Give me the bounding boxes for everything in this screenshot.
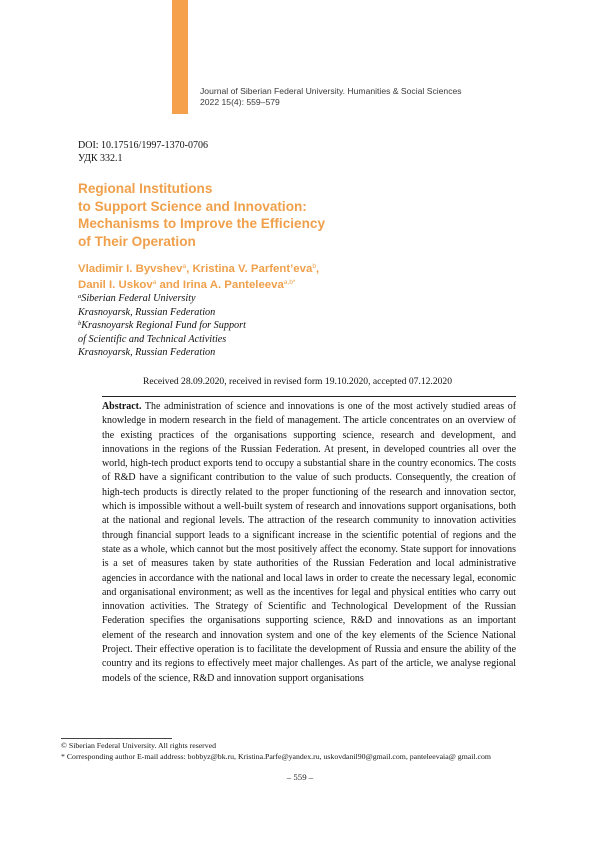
affiliation-mark: b [78, 320, 82, 327]
title-line: of Their Operation [78, 233, 196, 249]
journal-issue: 2022 15(4): 559–579 [200, 97, 280, 107]
article-identifiers [78, 139, 208, 165]
affiliation-line: $^b$Krasnoyarsk Regional Fund for Support [78, 320, 246, 331]
author-affiliation-mark: a [182, 263, 187, 270]
author-separator: , [186, 263, 193, 275]
author-name: Vladimir I. Byvshev [78, 263, 183, 275]
author-separator: and [156, 278, 183, 291]
title-line: Regional Institutions [78, 181, 213, 196]
author-name: Kristina V. Parfent’eva [192, 263, 313, 275]
journal-name: Journal of Siberian Federal University. Humanities & Social Sciences [200, 86, 462, 96]
journal-accent-bar [172, 0, 188, 114]
page-number: – 559 – [286, 772, 314, 782]
copyright-notice: © Siberian Federal University. All rights reserved [61, 741, 217, 750]
affiliation-mark: a [78, 293, 82, 300]
affiliation-line: $^a$Siberian Federal University [78, 293, 196, 304]
author-list [78, 262, 319, 293]
author-separator: , [315, 263, 320, 275]
article-title [78, 180, 325, 250]
abstract-label: Abstract. [102, 401, 142, 412]
abstract [102, 400, 516, 686]
journal-header [200, 86, 462, 108]
affiliation-line: of Scientific and Technical Activities [78, 333, 227, 345]
doi: DOI: 10.17516/1997-1370-0706 [78, 140, 208, 151]
title-line: Mechanisms to Improve the Efficiency [78, 216, 326, 231]
title-line: to Support Science and Innovation: [78, 198, 307, 214]
author-affiliation-mark: a [152, 278, 157, 286]
footnotes [61, 741, 539, 762]
received-dates: Received 28.09.2020, received in revised form 19.10.2020, accepted 07.12.2020 [142, 376, 453, 387]
author-affiliation-mark: a,b* [283, 278, 296, 286]
udk: УДК 332.1 [78, 153, 123, 164]
abstract-divider [102, 396, 516, 397]
affiliations [78, 292, 246, 360]
affiliation-line: Krasnoyarsk, Russian Federation [78, 347, 216, 358]
author-name: Irina A. Panteleeva [182, 278, 284, 291]
affiliation-line: Krasnoyarsk, Russian Federation [78, 306, 216, 318]
footnote-divider [61, 738, 172, 739]
author-name: Danil I. Uskov [78, 278, 153, 291]
abstract-text: The administration of science and innovations is one of the most actively studied areas of knowledge in modern research in the field of management. The article concentrates on an overview of the existing practices of the organisations supporting science, research and development, and innovations in the regions of the Russian Federation. At present, in developed countries all over the world, high-tech product exports tend to occupy a substantial share in the country economics. The costs of R&D have a significant contribution to the value of such products. Consequently, the creation of high-tech products is directly related to the proper functioning of the research and innovation sector, which is impossible without a well-built system of research and innovations support organisations, both at the national and regional levels. The attraction of the research community to innovation activities through financial support leads to a significant increase in the scientific potential of regions and the state as a whole, which cannot but the most positively affect the economy. State support for innovations is a set of measures taken by state authorities of the Russian Federation and local administrative agencies in accordance with the national and local laws in order to create the necessary legal, economic and organisational environment; as well as the incentives for legal and physical entities who carry out innovation activities. The Strategy of Scientific and Technological Development of the Russian Federation specifies the organisations supporting science, R&D and innovations as an important element of the research and innovation system and one of the key elements of the Science National Project. Their effective operation is to facilitate the development of Russia and ensure the ability of the country and its regions to effectively meet major challenges. As part of the article, we analyse regional models of the science, R&D and innovation support organisations [102, 401, 516, 684]
corresponding-author-note: * Corresponding author E-mail address: bobbyz@bk.ru, Kristina.Parfe@yandex.ru, uskovdanil90@gmail.com, panteleevaia@ gmail.com [61, 751, 491, 761]
author-affiliation-mark: b [312, 263, 316, 270]
